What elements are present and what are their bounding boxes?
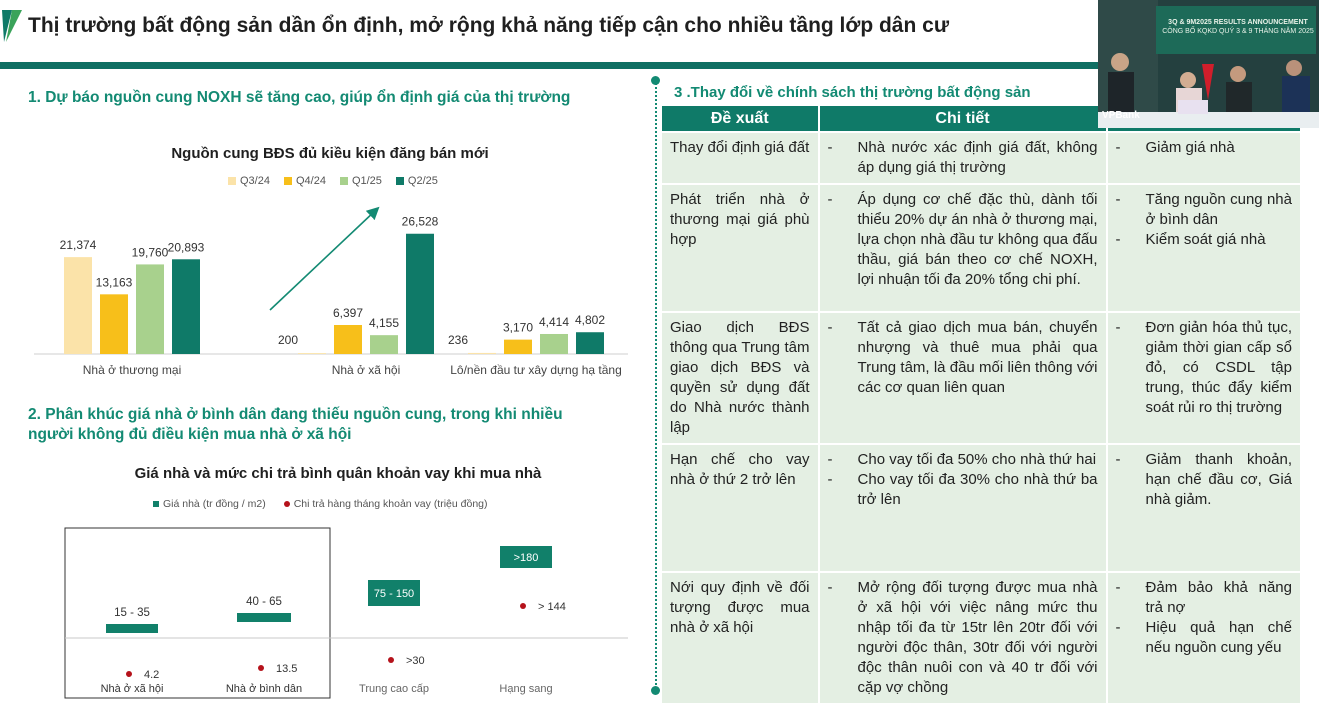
bar-label: 20,893 [167, 240, 205, 255]
row4-detail-text-1: Cho vay tối đa 50% cho nhà thứ hai [857, 451, 1097, 468]
bar-label: 4,155 [368, 316, 400, 331]
category-label: Lô/nền đầu tư xây dựng hạ tầng [450, 363, 622, 377]
legend-swatch-q4-24 [284, 177, 292, 185]
row4-details [820, 445, 1106, 571]
section1-heading: 1. Dự báo nguồn cung NOXH sẽ tăng cao, giúp ổn định giá của thị trường [28, 89, 571, 106]
vpbank-logo-icon [0, 8, 24, 44]
payment-label: > 144 [538, 601, 566, 613]
payment-dot [388, 657, 394, 663]
bar-Q1-25-1 [136, 264, 164, 354]
legend-swatch-q3-24 [228, 177, 236, 185]
legend-label-price: Giá nhà (tr đồng / m2) [163, 498, 266, 510]
row2-details [820, 185, 1106, 311]
row4-effect-item: - Giảm thanh khoản, hạn chế đầu cơ, Giá nhà giảm. [1115, 451, 1292, 508]
price-label: 15 - 35 [114, 607, 150, 619]
row4-detail-text-2: Cho vay tối đa 30% cho nhà thứ ba trở lên [857, 471, 1098, 508]
row5-effect-text-2: Hiệu quả hạn chế nếu nguồn cung yếu [1145, 619, 1292, 656]
table-header-proposal: Đề xuất [662, 106, 818, 131]
bar-label: 4,802 [574, 313, 606, 328]
segment-label: Nhà ở bình dân [225, 683, 303, 695]
row1-details [820, 133, 1106, 183]
price-payment-chart [8, 520, 628, 710]
row4-effects [1108, 445, 1300, 571]
bar-label: 26,528 [401, 214, 439, 229]
legend-item-q3-24 [228, 175, 270, 187]
row3-effects [1108, 313, 1300, 443]
row2-effect-item-1: - Tăng nguồn cung nhà ở bình dân [1115, 191, 1292, 228]
bar-Q3-24-2 [298, 353, 326, 354]
supply-bar-chart [8, 190, 628, 420]
legend-swatch-q2-25 [396, 177, 404, 185]
row1-effects [1108, 133, 1300, 183]
category-label: Nhà ở xã hội [331, 363, 401, 377]
legend-swatch-q1-25 [340, 177, 348, 185]
row3-effect-text: Đơn giản hóa thủ tục, giảm thời gian cấp sổ đỏ, có CSDL tập trung, thúc đẩy kiểm soát rủi ro thị trường [1145, 319, 1292, 416]
section2-heading [28, 405, 648, 445]
bar-Q1-25-2 [370, 335, 398, 354]
payment-dot [126, 671, 132, 677]
price-bar [237, 613, 291, 622]
price-label: 75 - 150 [373, 588, 415, 600]
row5-detail-text: Mở rộng đối tượng được mua nhà ở xã hội với việc nâng mức thu nhập tối đa từ 15tr lên 20tr đối với người độc thân, 30tr đối với người độc thân nuôi con và 40 tr đối với cặp vợ chồng [857, 579, 1098, 696]
row4-detail-item-2: - Cho vay tối đa 30% cho nhà thứ ba trở lên [827, 471, 1098, 508]
bar-label: 4,414 [538, 314, 570, 329]
legend-item-q4-24 [284, 175, 326, 187]
row1-effect-text: Giảm giá nhà [1145, 139, 1235, 156]
row2-detail-item: - Áp dụng cơ chế đặc thù, dành tối thiểu 20% dự án nhà ở thương mại, lựa chọn nhà đầu tư không qua đấu thầu, giá bán theo cơ chế NOXH, lợi nhuận tối đa 20% tổng chi phí. [827, 191, 1098, 288]
row5-effect-item-2: - Hiệu quả hạn chế nếu nguồn cung yếu [1115, 619, 1292, 656]
bar-label: 236 [447, 333, 469, 347]
section2-heading-line1: 2. Phân khúc giá nhà ở bình dân đang thiếu nguồn cung, trong khi nhiều [28, 406, 563, 423]
row2-effect-text-2: Kiểm soát giá nhà [1145, 231, 1266, 248]
row5-details [820, 573, 1106, 703]
row2-effect-item-2: - Kiểm soát giá nhà [1116, 230, 1292, 250]
segment-label: Trung cao cấp [359, 683, 429, 695]
table-row [662, 313, 1300, 443]
bar-Q2-25-2 [406, 234, 434, 354]
row3-proposal: Giao dịch BĐS thông qua Trung tâm giao dịch BĐS và quyền sử dụng đất do Nhà nước thành lập [662, 313, 818, 443]
table-header-details: Chi tiết [820, 106, 1106, 131]
row5-effect-text-1: Đảm bảo khả năng trả nợ [1145, 579, 1292, 616]
event-banner-text [1158, 18, 1318, 36]
row3-detail-item: - Tất cả giao dịch mua bán, chuyển nhượng và thuê mua phải qua Trung tâm, là đầu mối liên thông với các cơ quan liên quan [827, 319, 1098, 396]
bar-label: 21,374 [59, 238, 97, 253]
legend-item-q1-25 [340, 175, 382, 187]
row4-proposal: Hạn chế cho vay nhà ở thứ 2 trở lên [662, 445, 818, 571]
bar-label: 200 [277, 333, 299, 347]
bar-Q2-25-1 [172, 259, 200, 354]
payment-label: 4.2 [144, 669, 160, 681]
policy-table [660, 104, 1302, 705]
row2-proposal: Phát triển nhà ở thương mại giá phù hợp [662, 185, 818, 311]
segment-label: Nhà ở xã hội [100, 683, 164, 695]
row2-detail-text: Áp dụng cơ chế đặc thù, dành tối thiểu 20% dự án nhà ở thương mại, lựa chọn nhà đầu tư không qua đấu thầu, giá bán theo cơ chế NOXH, lợi nhuận tối đa 20% tổng chi phí. [857, 191, 1098, 288]
row5-effects [1108, 573, 1300, 703]
legend-label-q4-24: Q4/24 [295, 175, 326, 187]
chart1-title: Nguồn cung BĐS đủ kiều kiện đăng bán mới [171, 145, 489, 162]
table-row [662, 573, 1300, 703]
section3-heading: 3 .Thay đổi về chính sách thị trường bất động sản [674, 84, 1031, 101]
bar-label: 6,397 [332, 306, 364, 321]
bar-label: 13,163 [95, 275, 133, 290]
row5-effect-item-1: - Đảm bảo khả năng trả nợ [1115, 579, 1292, 616]
price-label: >180 [513, 552, 539, 564]
legend-item-price [153, 498, 266, 510]
row3-detail-text: Tất cả giao dịch mua bán, chuyển nhượng và thuê mua phải qua Trung tâm, là đầu mối liên thông với các cơ quan liên quan [857, 319, 1098, 396]
legend-swatch-price [153, 501, 159, 507]
chart1-legend [228, 175, 438, 187]
bar-label: 19,760 [131, 245, 169, 260]
row4-detail-item-1: - Cho vay tối đa 50% cho nhà thứ hai [827, 451, 1097, 468]
page-title: Thị trường bất động sản dần ổn định, mở rộng khả năng tiếp cận cho nhiều tầng lớp dân cư [28, 14, 950, 37]
legend-label-q3-24: Q3/24 [240, 175, 270, 187]
bar-label: 3,170 [502, 320, 534, 335]
bar-Q4-24-2 [334, 325, 362, 354]
bar-Q3-24-3 [468, 353, 496, 354]
row3-details [820, 313, 1106, 443]
section2-heading-line2: người không đủ điều kiện mua nhà ở xã hội [28, 426, 352, 443]
row5-detail-item: - Mở rộng đối tượng được mua nhà ở xã hội với việc nâng mức thu nhập tối đa từ 15tr lên 20tr đối với người độc thân, 30tr đối với người độc thân nuôi con và 40 tr đối với cặp vợ chồng [827, 579, 1098, 696]
payment-label: >30 [406, 655, 425, 667]
table-row [662, 445, 1300, 571]
row3-effect-item: - Đơn giản hóa thủ tục, giảm thời gian cấp sổ đỏ, có CSDL tập trung, thúc đẩy kiểm soát rủi ro thị trường [1115, 319, 1292, 416]
event-banner-line1: 3Q & 9M2025 RESULTS ANNOUNCEMENT [1168, 19, 1308, 26]
row2-effect-text-1: Tăng nguồn cung nhà ở bình dân [1145, 191, 1292, 228]
legend-label-q1-25: Q1/25 [351, 175, 382, 187]
bar-Q2-25-3 [576, 332, 604, 354]
row5-proposal: Nới quy định về đối tượng được mua nhà ở xã hội [662, 573, 818, 703]
table-row [662, 133, 1300, 183]
divider-dot-top [651, 76, 660, 85]
segment-label: Hạng sang [499, 683, 553, 695]
price-bar [106, 624, 158, 633]
payment-dot [258, 665, 264, 671]
price-label: 40 - 65 [246, 596, 282, 608]
chart2-title: Giá nhà và mức chi trả bình quân khoản vay khi mua nhà [134, 465, 542, 482]
row1-detail-item: - Nhà nước xác định giá đất, không áp dụng giá thị trường [827, 139, 1098, 176]
legend-label-q2-25: Q2/25 [407, 175, 438, 187]
row1-detail-text: Nhà nước xác định giá đất, không áp dụng giá thị trường [857, 139, 1098, 176]
row4-effect-text: Giảm thanh khoản, hạn chế đầu cơ, Giá nhà giảm. [1145, 451, 1292, 508]
payment-label: 13.5 [276, 663, 298, 675]
panel-divider [655, 80, 657, 692]
legend-dot-payment [284, 501, 290, 507]
legend-item-q2-25 [396, 175, 438, 187]
event-banner-line2: CÔNG BỐ KQKD QUÝ 3 & 9 THÁNG NĂM 2025 [1162, 28, 1314, 35]
bar-Q4-24-3 [504, 340, 532, 354]
vpbank-brand-label: VPBank [1102, 110, 1140, 121]
row1-effect-item: - Giảm giá nhà [1116, 138, 1292, 158]
row1-proposal: Thay đổi định giá đất [662, 133, 818, 183]
growth-arrow-icon [270, 210, 376, 310]
presenter-video-overlay [1098, 0, 1319, 128]
bar-Q4-24-1 [100, 294, 128, 354]
divider-dot-bottom [651, 686, 660, 695]
payment-dot [520, 603, 526, 609]
bar-Q3-24-1 [64, 257, 92, 354]
table-row [662, 185, 1300, 311]
row2-effects [1108, 185, 1300, 311]
category-label: Nhà ở thương mại [82, 363, 182, 377]
left-panel [8, 72, 648, 712]
legend-item-payment [284, 498, 488, 510]
bar-Q1-25-3 [540, 334, 568, 354]
chart2-legend [153, 498, 488, 510]
legend-label-payment: Chi trả hàng tháng khoản vay (triệu đồng) [293, 498, 488, 510]
